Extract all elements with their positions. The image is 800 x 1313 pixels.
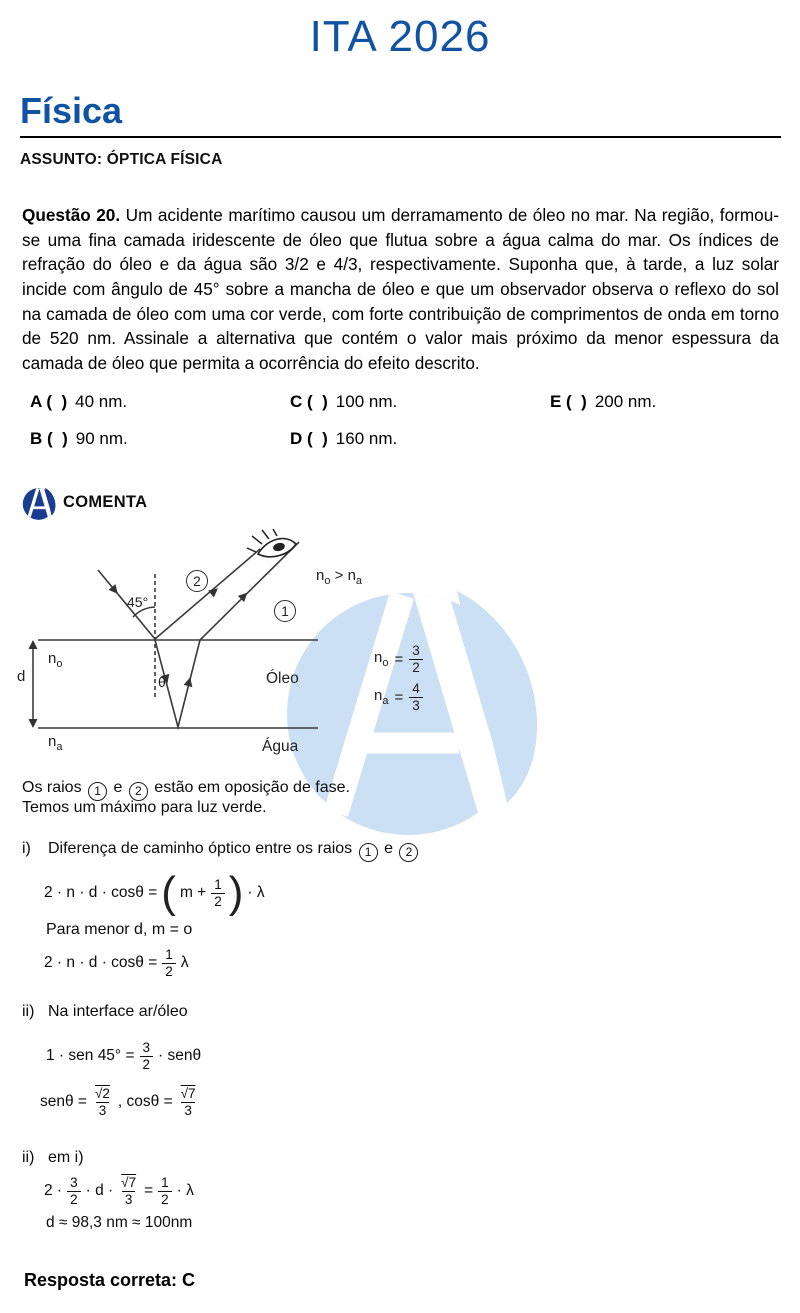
section-title: Física [20,90,123,131]
subject-line: ASSUNTO: ÓPTICA FÍSICA [20,151,223,168]
question-number: Questão 20. [22,205,121,226]
option-a-value: 40 nm. [75,392,128,411]
option-d-value: 160 nm. [335,429,398,448]
option-c [290,392,397,412]
question-paragraph [22,203,779,375]
open-paren: ( [161,868,176,918]
option-d-key: D ( ) [290,429,328,448]
min-thickness-note: Para menor d, m = o [46,921,193,938]
ray-1-inline-badge: 1 [359,843,378,862]
equation-path-difference: 2 · n · d · cosθ = ( m + $\frac{1}{2}$ ) · λ [44,868,265,918]
index-comparison: $n_o > n_a$ [316,567,363,587]
water-index-label: $n_a$ [48,733,63,753]
ray-1-badge: 1 [274,600,296,622]
option-c-value: 100 nm. [335,392,398,411]
thickness-label: d [17,668,26,685]
comenta-wordmark: COMENTA [63,493,148,511]
correct-answer: Resposta correta: C [24,1270,196,1290]
option-c-key: C ( ) [290,392,328,411]
ray-1-inline-badge: 1 [88,782,107,801]
section-divider [20,136,781,138]
option-e [550,392,656,412]
incidence-angle-label: 45° [127,594,149,610]
step-ii-heading: ii) Na interface ar/óleo [22,1003,188,1020]
oil-index-value: $n_o$ = $\frac{3}{2}$ [374,643,423,675]
equation-substitution: 2 · $\frac{3}{2}$ · d · $\frac{√7}{3}$ = $\frac{1}{2}$ · λ [44,1174,194,1207]
equation-snell: 1 · sen 45° = $\frac{3}{2}$ · senθ [46,1039,202,1072]
water-index-value: $n_a$ = $\frac{4}{3}$ [374,681,423,713]
option-b-key: B ( ) [30,429,68,448]
comenta-logo-icon [22,487,56,521]
option-b [30,429,128,449]
step-iii-heading: ii) em i) [22,1149,84,1166]
question-text: Um acidente marítimo causou um derramamento de óleo no mar. Na região, formou-se uma fina camada iridescente de óleo que flutua sobre a água calma do mar. Os índices de refração do óleo e da água são 3/2 e 4/3, respectivamente. Suponha que, à tarde, a luz solar incide com ângulo de 45° sobre a mancha de óleo e que um observador observa o reflexo do sol na camada de óleo com uma cor verde, com forte contribuição de comprimentos de onda em torno de 520 nm. Assinale a alternativa que contém o valor mais próximo da menor espessura da camada de óleo que permita a ocorrência do efeito descrito. [22,205,780,373]
phase-statement: Os raios 1 e 2 estão em oposição de fase. [22,779,350,801]
option-a-key: A ( ) [30,392,68,411]
option-e-value: 200 nm. [594,392,657,411]
option-d [290,429,397,449]
close-paren: ) [228,868,244,918]
equation-sin-cos: senθ = $\frac{√2}{3}$ , cosθ = $\frac{√7}{3}$ [40,1085,196,1118]
step-i-heading: i) Diferença de caminho óptico entre os raios 1 e 2 [22,840,420,862]
oil-index-label: $n_o$ [48,650,63,670]
ray-2-inline-badge: 2 [399,843,418,862]
page-title: ITA 2026 [309,12,491,61]
option-e-key: E ( ) [550,392,587,411]
max-green-statement: Temos um máximo para luz verde. [22,799,267,816]
ray-2-badge: 2 [186,570,208,592]
ray-2-inline-badge: 2 [129,782,148,801]
option-a [30,392,127,412]
equation-m-zero: 2 · n · d · cosθ = $\frac{1}{2}$ λ [44,946,189,979]
refraction-angle-label: θ [158,674,166,690]
option-b-value: 90 nm. [75,429,128,448]
result-line: d ≈ 98,3 nm ≈ 100nm [46,1214,193,1231]
water-label: Água [262,738,299,755]
oil-label: Óleo [266,670,299,687]
